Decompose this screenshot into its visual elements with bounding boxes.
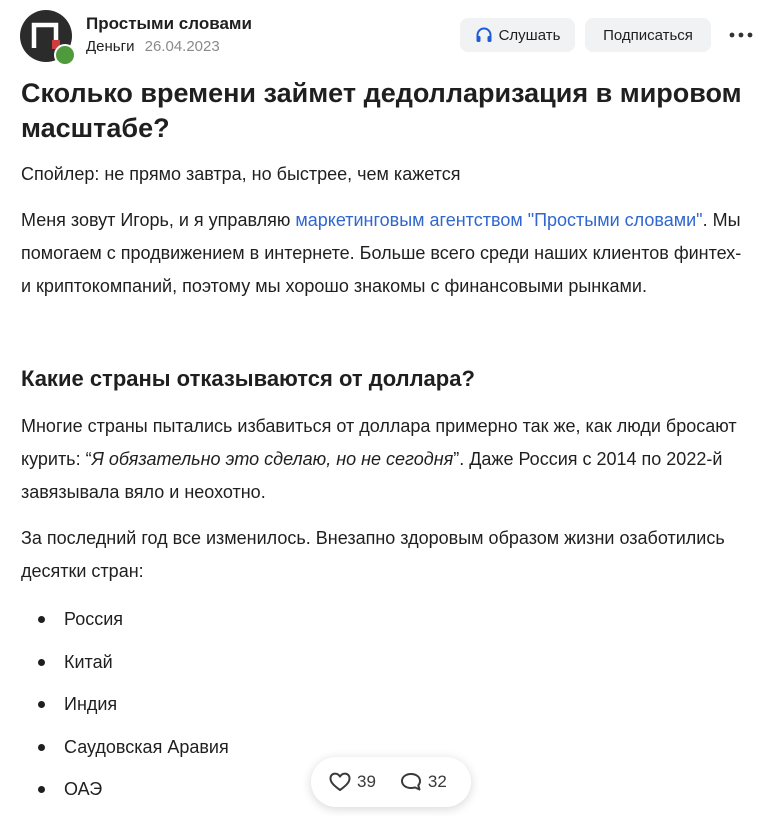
list-item	[21, 773, 229, 816]
list-item	[21, 646, 229, 689]
more-dots-icon	[729, 32, 753, 38]
channel-avatar[interactable]	[20, 10, 72, 62]
comments-button[interactable]	[400, 762, 447, 802]
country-name: Саудовская Аравия	[64, 736, 229, 757]
country-name: Россия	[64, 609, 124, 629]
subscribe-button[interactable]	[585, 18, 711, 52]
comment-icon	[400, 772, 422, 792]
bullet-dot-icon	[38, 659, 45, 666]
country-name: Индия	[64, 694, 118, 714]
channel-logo-icon	[31, 22, 61, 50]
intro-paragraph	[21, 204, 751, 303]
article-header	[20, 10, 760, 60]
publish-date: 26.04.2023	[144, 38, 220, 55]
article-meta	[86, 38, 220, 55]
list-item	[21, 688, 229, 731]
intro-text-start: Меня зовут Игорь, и я управляю	[21, 210, 296, 230]
section-heading: Какие страны отказываются от доллара?	[21, 366, 475, 391]
bullet-dot-icon	[38, 701, 45, 708]
reactions-bar	[311, 757, 471, 807]
more-options-button[interactable]	[722, 18, 760, 52]
country-name: ОАЭ	[64, 779, 103, 799]
list-item	[21, 603, 229, 646]
channel-name[interactable]: Простыми словами	[86, 14, 252, 33]
category-label[interactable]: Деньги	[86, 38, 135, 55]
p2-text-start: Многие страны пытались избавиться от доллара примерно так же, как люди бросают курить: “	[21, 416, 737, 469]
bullet-dot-icon	[38, 786, 45, 793]
intro-text-end: . Мы помогаем с продвижением в интернете. Больше всего среди наших клиентов финтех- и криптокомпаний, поэтому мы хорошо знакомы с финансовыми рынками.	[21, 210, 742, 296]
article-title: Сколько времени займет дедолларизация в мировом масштабе?	[21, 78, 742, 143]
bullet-dot-icon	[38, 744, 45, 751]
p2-text-end: ”. Даже Россия с 2014 по 2022-й завязывала вяло и неохотно.	[21, 449, 723, 502]
agency-link[interactable]: маркетинговым агентством "Простыми словами"	[295, 210, 703, 230]
p2-quote: Я обязательно это сделаю, но не сегодня	[91, 449, 454, 469]
headphones-icon	[475, 26, 493, 44]
countries-list	[21, 603, 229, 816]
subscribe-label: Подписаться	[603, 26, 693, 44]
listen-label: Слушать	[498, 26, 561, 44]
heart-icon	[329, 772, 351, 792]
article-subtitle: Спойлер: не прямо завтра, но быстрее, чем кажется	[21, 164, 461, 184]
comments-count: 32	[427, 772, 447, 791]
likes-count: 39	[357, 772, 376, 791]
paragraph-changes: За последний год все изменилось. Внезапно здоровым образом жизни озаботились десятки стран:	[21, 528, 725, 581]
like-button[interactable]	[329, 762, 376, 802]
channel-badge-icon	[54, 44, 76, 66]
country-name: Китай	[64, 651, 113, 672]
paragraph-smoking-analogy	[21, 410, 751, 509]
listen-button[interactable]	[460, 18, 575, 52]
bullet-dot-icon	[38, 616, 45, 623]
list-item	[21, 731, 229, 774]
